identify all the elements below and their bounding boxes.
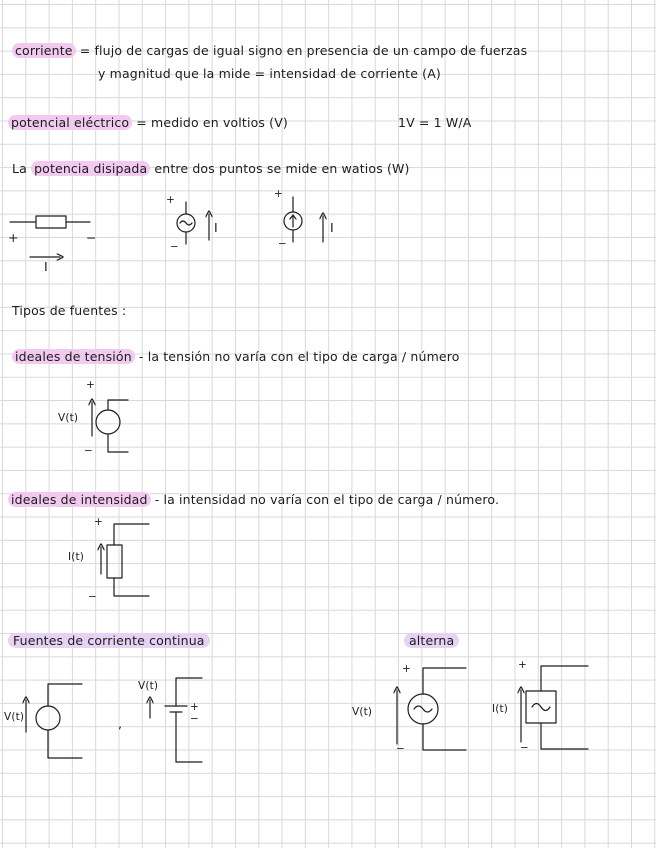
resistor-symbol [10,216,90,228]
potencial-term: potencial eléctrico [8,115,132,130]
corriente-term: corriente [12,43,76,58]
alterna-i-minus: − [520,742,529,754]
dc-voltage-source [26,684,82,758]
current-source-plus: + [274,188,283,200]
continua-comma: , [118,716,123,731]
corriente-line-2: y magnitud que la mide = intensidad de corriente (A) [98,66,441,81]
resistor-current-label: I [44,259,48,274]
resistor-plus: + [8,230,19,245]
alterna-i-plus: + [518,659,527,671]
ac-source-plus: + [166,194,175,206]
ac-source-symbol [177,202,195,244]
current-source-current-label: I [330,220,334,235]
ideal-voltage-source [92,400,128,452]
volt-equivalence: 1V = 1 W/A [398,115,472,130]
alterna-i-label: I(t) [492,703,509,715]
potencia-pre: La [12,161,27,176]
continua-label-2: V(t) [138,680,159,692]
battery-minus: − [190,713,199,725]
potencia-term: potencia disipada [31,161,150,176]
tension-definition: - la tensión no varía con el tipo de carga / número [138,349,460,364]
resistor-minus: − [86,230,97,245]
alterna-v-minus: − [396,743,405,755]
intensidad-definition: - la intensidad no varía con el tipo de carga / número. [154,492,500,507]
ac-source-minus: − [170,241,179,253]
corriente-line-1 [12,43,527,59]
ac-voltage-source [397,668,466,750]
tension-plus: + [86,379,95,391]
ac-source-current-label: I [214,220,218,235]
tension-line [12,349,460,365]
corriente-definition: = flujo de cargas de igual signo en presencia de un campo de fuerzas [79,43,528,58]
continua-term: Fuentes de corriente continua [8,633,210,648]
alterna-term: alterna [404,633,459,648]
alterna-v-plus: + [402,663,411,675]
alterna-heading [404,633,459,649]
intensidad-term: ideales de intensidad [8,492,151,507]
tension-label: V(t) [58,412,79,424]
potencia-rest: entre dos puntos se mide en watios (W) [154,161,410,176]
continua-heading [8,633,210,649]
intensidad-plus: + [94,516,103,528]
continua-label-1: V(t) [4,711,25,723]
intensidad-minus: − [88,591,97,603]
ac-current-source [521,666,588,749]
current-source-minus: − [278,238,287,250]
tipos-title: Tipos de fuentes : [12,303,127,318]
tension-minus: − [84,445,93,457]
potencial-line [8,115,288,131]
alterna-v-label: V(t) [352,706,373,718]
ideal-current-source [101,524,149,596]
potencia-line [12,161,410,177]
intensidad-label: I(t) [68,551,85,563]
tension-term: ideales de tensión [12,349,135,364]
potencial-definition: = medido en voltios (V) [136,115,288,130]
battery-plus: + [190,701,199,713]
intensidad-line [8,492,499,508]
